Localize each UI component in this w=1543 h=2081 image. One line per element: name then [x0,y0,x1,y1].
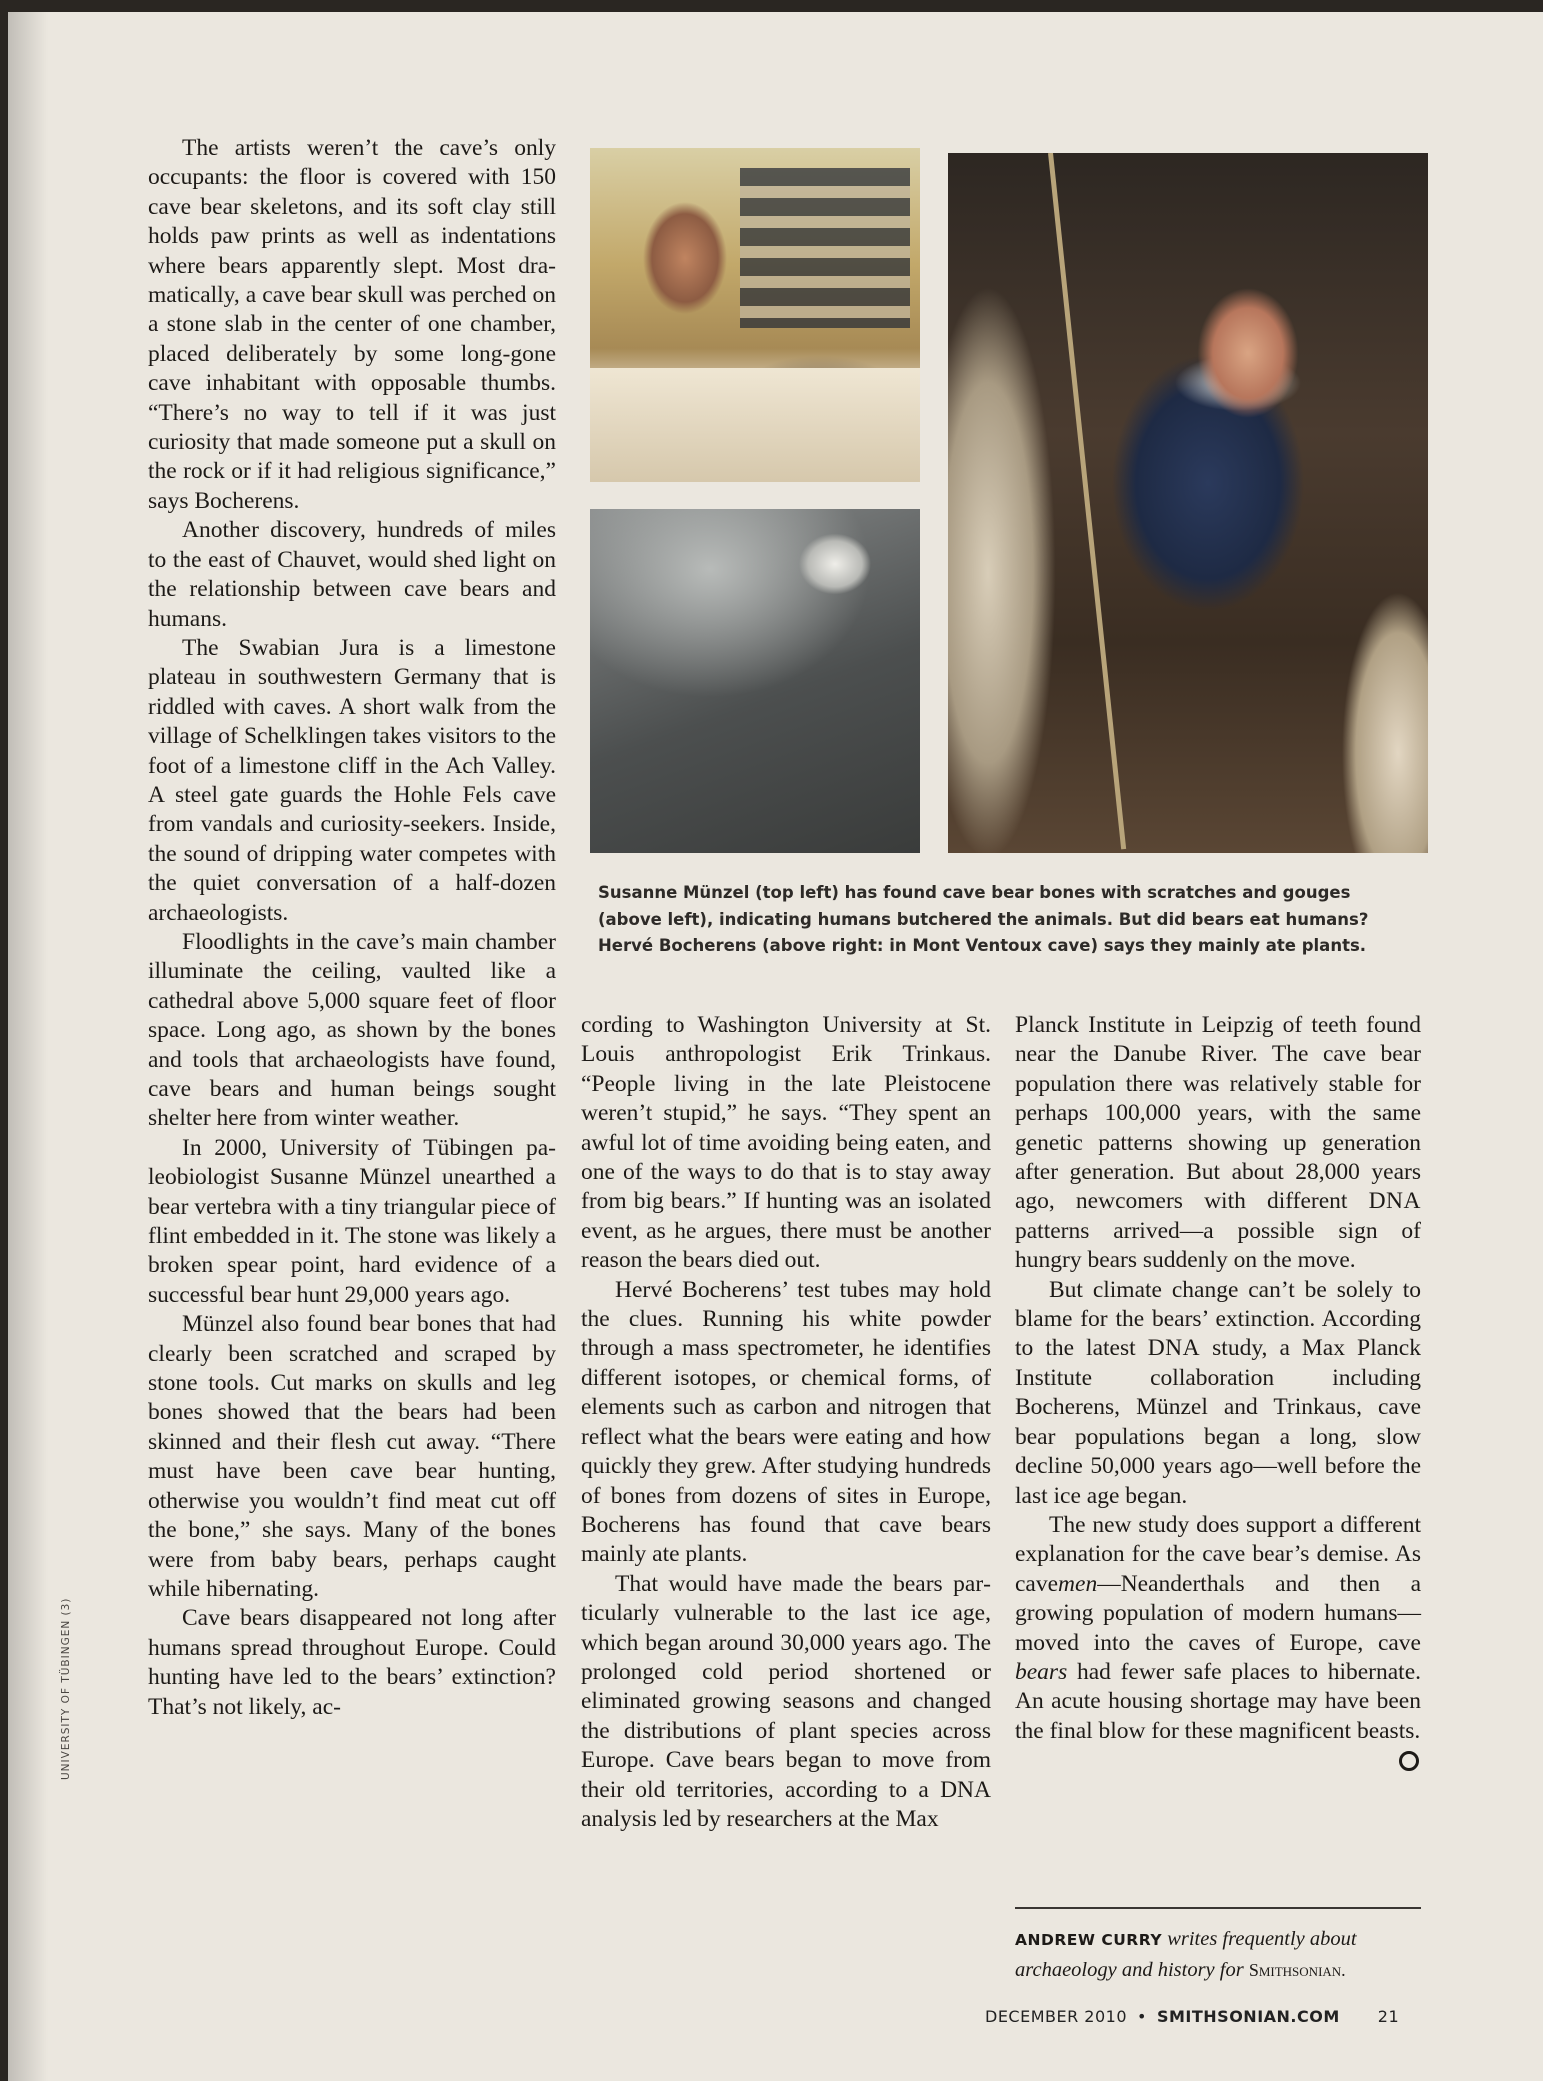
emphasis: bears [1015,1658,1068,1685]
paragraph: That would have made the bears particularly vulnerable to the last ice age, which began around 30,000 years ago. The prolonged cold period shortened or eliminated growing seasons and changed the distributions of plant species across Europe. Cave bears began to move from their old territories, according to a DNA analysis led by researchers at the Max [581,1570,991,1832]
photo-shelf [740,168,910,328]
photo-table [590,368,920,482]
photo-rope [1048,153,1126,849]
paragraph: Hervé Bocherens’ test tubes may hold the clues. Running his white powder through a mass spectrometer, he identifies different isotopes, or chemical forms, of elements such as carbon and nitrogen that reflect what the bears were eating and how quickly they grew. After studying hundreds of bones from dozens of sites in Europe, Bocherens has found that cave bears mainly ate plants. [581,1276,991,1568]
paragraph: In 2000, University of Tübingen paleobiologist Susanne Münzel unearthed a bear vertebra with a tiny triangular piece of flint embedded in it. The stone was likely a broken spear point, hard evidence of a successful bear hunt 29,000 years ago. [148,1134,556,1308]
paragraph: Floodlights in the cave’s main chamber illuminate the ceiling, vaulted like a cathedral above 5,000 square feet of floor space. Long ago, as shown by the bones and tools that archaeologists have found, cave bears and human beings sought shelter here from winter weather. [148,928,556,1132]
paragraph: The new study does support a different explanation for the cave bear’s demise. As cavemen—Neanderthals and then a growing population of modern humans—moved into the caves of Europe, cave bears had fewer safe places to hibernate. An acute housing shortage may have been the final blow for these magnificent beasts. [1015,1511,1421,1746]
paragraph: cording to Washington University at St. Louis anthropologist Erik Trinkaus. “People living in the late Pleistocene weren’t stupid,” he says. “They spent an awful lot of time avoiding being eaten, and one of the ways to do that is to stay away from big bears.” If hunting was an isolated event, as he argues, there must be another reason the bears died out. [581,1012,991,1274]
caption-line: Susanne Münzel (top left) has found cave bear bones with scratches and gouges [598,883,1351,902]
paragraph: But climate change can’t be solely to blame for the bears’ extinction. According to the latest DNA study, a Max Planck Institute collaboration including Bocherens, Münzel and Trinkaus, cave bear populations began a long, slow decline 50,000 years ago—well before the last ice age began. [1015,1276,1421,1509]
paragraph: The Swabian Jura is a limestone plateau in southwestern Germany that is riddled with caves. A short walk from the village of Schelklingen takes visitors to the foot of a limestone cliff in the Ach Valley. A steel gate guards the Hohle Fels cave from vandals and curiosity-seekers. Inside, the sound of dripping water competes with the quiet conversation of a half-dozen archaeologists. [148,634,556,926]
photo-bear-bone [590,509,920,853]
issue-date: DECEMBER 2010 [985,2007,1128,2026]
paragraph: The artists weren’t the cave’s only occupants: the floor is covered with 150 cave bear skeletons, and its soft clay still holds paw prints as well as indentations where bears apparently slept. Most dramatically, a cave bear skull was perched on a stone slab in the center of one chamber, placed deliberately by some long-gone cave inhabitant with opposable thumbs. “There’s no way to tell if it was just curiosity that made someone put a skull on the rock or if it had religious significance,” says Bocherens. [148,135,556,514]
paragraph: Another discovery, hundreds of miles to the east of Chauvet, would shed light on the relationship between cave bears and humans. [148,517,556,632]
abbreviation: DNA [1147,1335,1201,1362]
paragraph: Cave bears disappeared not long after humans spread throughout Europe. Could hunting have led to the bears’ extinction? That’s not likely, ac- [148,1605,556,1720]
page-footer [985,2007,1399,2026]
spine-shadow [8,12,48,2081]
photo-cave-descent [948,153,1428,853]
photo-credit: UNIVERSITY OF TÜBINGEN (3) [60,1597,72,1780]
photo-lab-researcher [590,148,920,482]
end-mark-icon [1399,1751,1419,1771]
site-name: SMITHSONIAN.COM [1156,2007,1340,2026]
separator-dot: • [1137,2007,1147,2026]
caption-line: (above left), indicating humans butchered the animals. But did bears eat humans? [598,909,1369,929]
bio-divider [1015,1907,1421,1909]
paragraph: Planck Institute in Leipzig of teeth found near the Danube River. The cave bear population there was relatively stable for perhaps 100,000 years, with the same genetic patterns showing up generation after generation. But about 28,000 years ago, newcomers with different DNA patterns arrived—a possible sign of hungry bears suddenly on the move. [1015,1012,1421,1274]
author-name: ANDREW CURRY [1015,1931,1163,1949]
article-column-3 [1015,1011,1421,1771]
paragraph: Münzel also found bear bones that had clearly been scratched and scraped by stone tools. Cut marks on skulls and leg bones showed that the bears had been skinned and their flesh cut away. “There must have been cave bear hunting, otherwise you wouldn’t find meat cut off the bone,” she says. Many of the bones were from baby bears, perhaps caught while hibernating. [148,1311,556,1602]
caption-line: Hervé Bocherens (above right: in Mont Ventoux cave) says they mainly ate plants. [598,936,1367,955]
article-column-2 [581,1011,991,1834]
article-column-1 [148,134,556,1722]
photo-caption [598,880,1428,960]
author-bio: ANDREW CURRY writes frequently about archaeology and history for Smithsonian. [1015,1928,1357,1981]
magazine-name: Smithsonian. [1248,1960,1346,1980]
page-number: 21 [1377,2007,1400,2026]
emphasis: men [1058,1570,1098,1597]
abbreviation: DNA [1368,1188,1421,1215]
